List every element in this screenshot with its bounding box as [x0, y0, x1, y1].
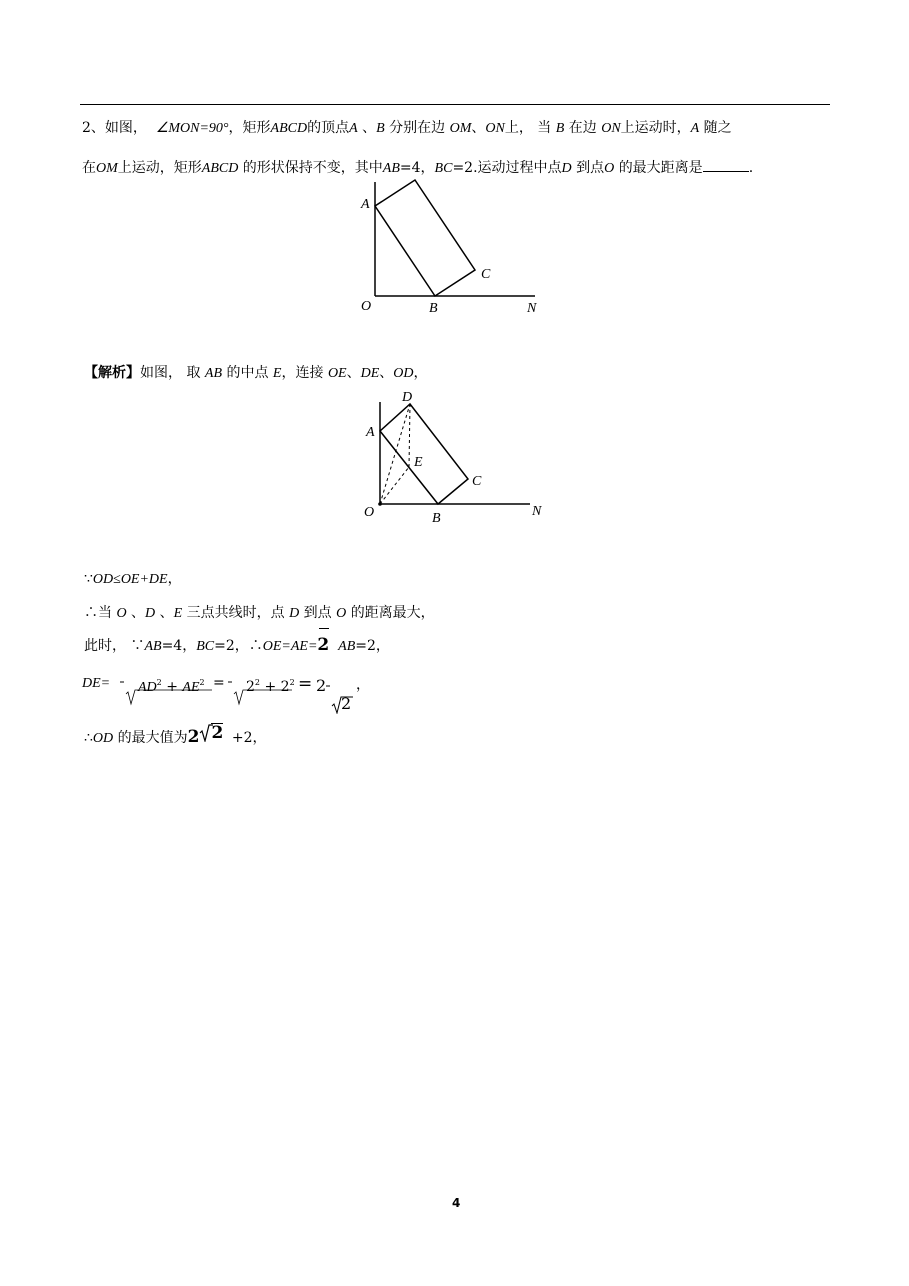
text: 、 [346, 365, 361, 381]
term-ad: AD [138, 680, 157, 695]
text: 到点 [303, 605, 332, 621]
side-om: OM [96, 161, 118, 176]
segment-de: DE [360, 366, 380, 381]
text: =4， [161, 638, 197, 654]
rectangle-abcd [380, 404, 468, 504]
header-rule [80, 104, 830, 105]
segment-bc: BC [196, 639, 215, 654]
text: 上运动，矩形 [117, 160, 202, 176]
solution-line-6 [84, 724, 267, 748]
label-c: C [481, 267, 491, 282]
point-o-dot [378, 502, 382, 506]
equals: = [213, 675, 225, 691]
inequality: OD≤OE+DE [92, 572, 168, 587]
label-o: O [364, 505, 375, 520]
text: ， [413, 365, 428, 381]
answer-blank [703, 159, 749, 172]
text: 上运动时， [620, 120, 691, 136]
problem-line-1 [82, 119, 732, 138]
solution-heading: 【解析】 [84, 365, 140, 381]
side-on: ON [601, 121, 621, 136]
fraction-half [317, 636, 329, 654]
text: 的中点 [226, 365, 269, 381]
side-om: OM [449, 121, 472, 136]
label-c: C [472, 474, 482, 489]
segment-od [380, 404, 410, 504]
solution-line-5 [82, 674, 110, 693]
radicand-1 [138, 674, 205, 697]
point-b: B [555, 121, 565, 136]
result-coefficient [316, 677, 326, 695]
point-d: D [561, 161, 572, 176]
segment-ab: AB [338, 639, 356, 654]
therefore-symbol: ∴ [84, 730, 93, 746]
text: 三点共线时，点 [186, 605, 285, 621]
text: =2.运动过程中点 [452, 160, 562, 176]
text: 上， 当 [504, 120, 552, 136]
label-d: D [402, 390, 413, 405]
text: =4， [399, 160, 435, 176]
solution-line-3 [84, 604, 435, 623]
text: ，矩形 [228, 120, 271, 136]
text: 随之 [703, 120, 732, 136]
equals-2 [298, 675, 312, 693]
sqrt-two [199, 724, 227, 742]
text: 的形状保持不变，其中 [242, 160, 383, 176]
equals: = [298, 674, 313, 694]
solution-line-4 [84, 636, 390, 656]
label-a: A [366, 425, 375, 440]
point-o: O [116, 606, 127, 621]
segment-ab: AB [204, 366, 223, 381]
text: ， [167, 571, 182, 587]
exponent: 2 [289, 678, 295, 687]
segment-de [409, 404, 410, 467]
side-on: ON [485, 121, 505, 136]
text: 分别在边 [389, 120, 446, 136]
radicand: 2 [211, 723, 224, 743]
coefficient: 2 [316, 676, 327, 695]
equation-oe: OE=AE= [262, 639, 318, 654]
problem-number: 2、如图， [82, 120, 147, 136]
label-n: N [532, 504, 542, 519]
text: 如图， 取 [140, 365, 201, 381]
text: ， [356, 677, 370, 693]
text: 的最大值为 [117, 730, 188, 746]
text: 此时， ∵ [84, 638, 145, 654]
exponent: 2 [156, 678, 162, 687]
segment-od: OD [92, 731, 114, 746]
label-n: N [527, 301, 537, 316]
coefficient: 2 [187, 727, 200, 747]
text: 的顶点 [307, 120, 350, 136]
exponent: 2 [199, 678, 205, 687]
point-a: A [690, 121, 700, 136]
plus: + [264, 679, 277, 695]
de-label: DE= [82, 676, 111, 691]
figure-2 [358, 384, 558, 529]
solution-line-1 [84, 364, 428, 383]
denominator: 2 [317, 635, 330, 655]
point-o: O [336, 606, 347, 621]
text: 、 [131, 605, 146, 621]
because-symbol: ∵ [84, 571, 93, 587]
segment-bc: BC [434, 161, 453, 176]
text: ，连接 [281, 365, 324, 381]
plus: + [166, 679, 178, 695]
text: 在边 [568, 120, 597, 136]
label-o: O [361, 299, 372, 314]
page-number: 4 [452, 1196, 461, 1210]
base: 2 [280, 679, 290, 695]
point-d: D [289, 606, 300, 621]
point-e: E [173, 606, 183, 621]
text: 在 [82, 160, 96, 176]
base: 2 [246, 679, 255, 695]
text: 、 [362, 120, 377, 136]
figure-1 [355, 170, 555, 320]
text: =2， [355, 638, 390, 654]
text: 到点 [576, 160, 605, 176]
point-a: A [349, 121, 358, 136]
segment-oe: OE [327, 366, 347, 381]
label-a: A [361, 197, 370, 212]
text: 、 [159, 605, 174, 621]
text: =2，∴ [214, 638, 263, 654]
line-5-end [356, 676, 370, 694]
text: 的距离最大， [350, 605, 435, 621]
segment-oe [380, 467, 409, 504]
radicand-2 [246, 674, 295, 696]
radicand: 2 [341, 694, 352, 713]
angle-mon: ∠MON=90° [155, 121, 229, 136]
segment-ab: AB [382, 161, 400, 176]
label-b: B [432, 511, 441, 526]
solution-line-2 [84, 570, 182, 589]
label-e: E [414, 455, 423, 470]
radicand-3 [341, 695, 351, 713]
equals-1 [213, 674, 225, 692]
label-b: B [429, 301, 438, 316]
text: 的最大距离是 [618, 160, 703, 176]
text: . [748, 160, 754, 176]
point-d: D [145, 606, 156, 621]
point-e: E [272, 366, 282, 381]
term-ae: AE [182, 680, 200, 695]
rect-name: ABCD [201, 161, 239, 176]
rectangle-abcd [375, 180, 475, 296]
text: ∴当 [84, 605, 112, 621]
point-o: O [604, 161, 615, 176]
rect-name: ABCD [270, 121, 308, 136]
text: 、 [471, 120, 486, 136]
segment-ab: AB [144, 639, 162, 654]
text: 、 [379, 365, 394, 381]
exponent: 2 [254, 678, 261, 687]
point-b: B [376, 121, 385, 136]
text: +2， [231, 730, 267, 746]
segment-od: OD [393, 366, 414, 381]
